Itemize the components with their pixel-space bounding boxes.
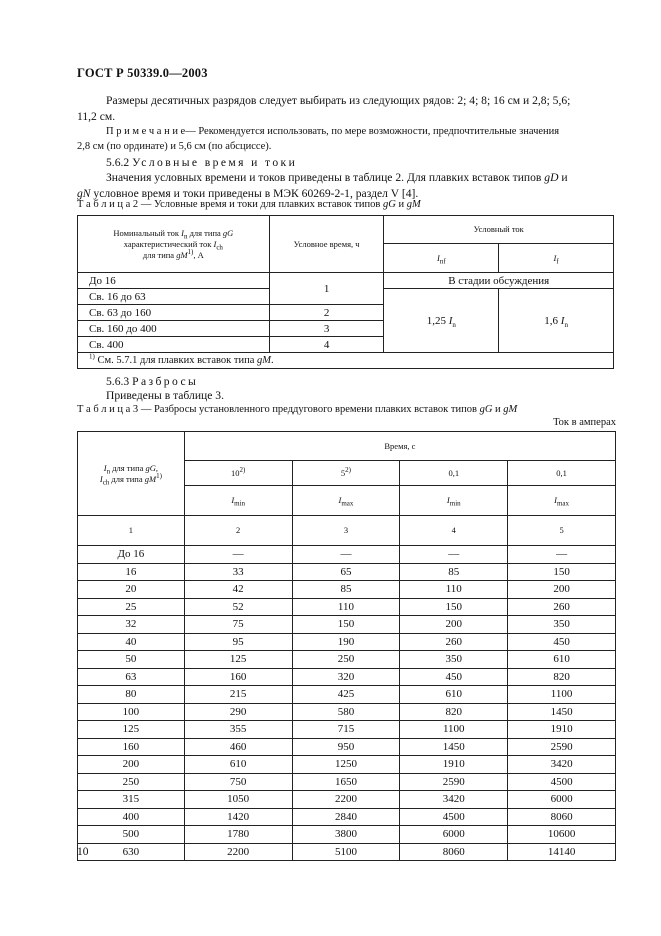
note-line-1 — [106, 124, 559, 139]
t3-row-current: 500 — [78, 826, 185, 844]
t2-value-symbol: I — [448, 314, 453, 327]
caption-type: gM — [406, 199, 421, 210]
section-number: 5.6.3 — [106, 375, 130, 388]
t3-row-value: 14140 — [508, 843, 616, 861]
t3-row-value: 150 — [292, 616, 400, 634]
t3-h-text: , — [155, 462, 159, 473]
t3-limit-cell — [292, 486, 400, 516]
document-header: ГОСТ Р 50339.0—2003 — [77, 66, 208, 80]
t3-row — [78, 686, 616, 704]
t3-row-value: 1250 — [292, 756, 400, 774]
t2-discussion: В стадии обсуждения — [384, 273, 614, 289]
caption-text: — Разбросы установленного преддугового времени плавких вставок типов — [138, 404, 480, 415]
t3-row-value: 2200 — [184, 843, 292, 861]
t3-row — [78, 668, 616, 686]
t3-row — [78, 563, 616, 581]
t3-row-current: 250 — [78, 773, 185, 791]
t2-header-if — [499, 244, 614, 273]
table-2 — [77, 215, 614, 369]
t3-h-text: для типа — [109, 473, 145, 484]
t3-row-value: 1450 — [400, 738, 508, 756]
t3-h-symbol: I — [99, 473, 103, 484]
t3-h-type: gG — [145, 462, 156, 473]
t3-row-value: 65 — [292, 563, 400, 581]
t3-row-value: 260 — [400, 633, 508, 651]
t3-column-number: 3 — [292, 516, 400, 546]
t3-row-value: 450 — [508, 633, 616, 651]
page-number: 10 — [77, 846, 89, 858]
t2-value-sub: n — [564, 320, 568, 329]
t3-limit-sub: min — [234, 499, 246, 508]
t3-row — [78, 616, 616, 634]
t3-limit-cell — [508, 486, 616, 516]
t3-row-value: 290 — [184, 703, 292, 721]
t3-time-footnote-ref: 2) — [239, 465, 246, 474]
table-2-caption — [77, 199, 421, 210]
t3-row-value: 715 — [292, 721, 400, 739]
t3-row-value: 580 — [292, 703, 400, 721]
t2-footnote-mark: 1) — [89, 352, 95, 361]
t3-row-current: 200 — [78, 756, 185, 774]
t3-column-number: 4 — [400, 516, 508, 546]
t3-h-type: gM — [144, 473, 157, 484]
t3-row-value: 4500 — [508, 773, 616, 791]
type-gd: gD — [544, 171, 559, 184]
t3-row-value: 460 — [184, 738, 292, 756]
t3-time-cell — [400, 461, 508, 486]
t2-inf-value — [384, 289, 499, 353]
table-3 — [77, 431, 616, 861]
t3-row-value: 425 — [292, 686, 400, 704]
t2-row-label: Св. 63 до 160 — [78, 305, 270, 321]
t3-limit-sub: min — [449, 499, 461, 508]
t2-value-symbol: I — [560, 314, 565, 327]
t3-time-value: 0,1 — [448, 467, 460, 478]
t3-row-current: До 16 — [78, 546, 185, 564]
t3-header-time: Время, с — [184, 432, 615, 461]
t3-row-value: 95 — [184, 633, 292, 651]
caption-text: и — [492, 404, 504, 415]
t3-row-value: — — [508, 546, 616, 564]
t3-row-value: 3420 — [400, 791, 508, 809]
t3-row-value: 2590 — [508, 738, 616, 756]
t3-row-value: 3800 — [292, 826, 400, 844]
t3-row-current: 40 — [78, 633, 185, 651]
t3-row-value: 820 — [508, 668, 616, 686]
t3-row-value: 2590 — [400, 773, 508, 791]
t3-row-value: — — [292, 546, 400, 564]
t3-limit-cell — [184, 486, 292, 516]
t3-row-value: 3420 — [508, 756, 616, 774]
t2-footnote — [78, 353, 614, 369]
t3-row — [78, 598, 616, 616]
t2-h-symbol: I — [213, 238, 217, 249]
t2-h-type: gG — [222, 227, 234, 238]
t2-symbol: I — [553, 252, 557, 263]
t2-header-conditional-current: Условный ток — [384, 216, 614, 244]
t3-row-value: 1450 — [508, 703, 616, 721]
t3-row-value: 1420 — [184, 808, 292, 826]
t3-row — [78, 791, 616, 809]
t3-row-current: 25 — [78, 598, 185, 616]
t3-limit-sub: max — [341, 499, 354, 508]
t3-row-value: 8060 — [400, 843, 508, 861]
t2-h-text: , А — [193, 249, 204, 260]
t3-row-current: 80 — [78, 686, 185, 704]
t3-row-value: 355 — [184, 721, 292, 739]
t3-row-current: 50 — [78, 651, 185, 669]
t3-row-value: 200 — [508, 581, 616, 599]
t3-time-value: 0,1 — [556, 467, 567, 478]
t3-row-value: 610 — [400, 686, 508, 704]
t3-row-value: 6000 — [508, 791, 616, 809]
t3-row-value: 160 — [184, 668, 292, 686]
t3-row-value: 1780 — [184, 826, 292, 844]
t3-limit-symbol: I — [231, 495, 235, 505]
t2-row-label: До 16 — [78, 273, 270, 289]
t2-time: 3 — [269, 321, 384, 337]
t2-time: 4 — [269, 337, 384, 353]
t3-column-number: 5 — [508, 516, 616, 546]
t3-row — [78, 756, 616, 774]
t3-row-value: 33 — [184, 563, 292, 581]
t3-row-value: 320 — [292, 668, 400, 686]
t3-row-value: 820 — [400, 703, 508, 721]
section-562-heading — [106, 155, 297, 171]
caption-type: gG — [383, 199, 396, 210]
t3-h-footnote-ref: 1) — [156, 471, 162, 480]
t3-row-value: 250 — [292, 651, 400, 669]
t3-row — [78, 581, 616, 599]
t3-row-value: 6000 — [400, 826, 508, 844]
t3-row-value: 950 — [292, 738, 400, 756]
t3-row-value: — — [184, 546, 292, 564]
t2-h-symbol: I — [181, 227, 184, 238]
t3-column-numbers-row — [78, 516, 616, 546]
t3-row — [78, 721, 616, 739]
t2-header-current — [78, 216, 270, 273]
t3-limit-cell — [400, 486, 508, 516]
caption-type: gG — [479, 404, 493, 415]
t3-row-value: 750 — [184, 773, 292, 791]
t3-row — [78, 808, 616, 826]
t3-h-sub: n — [106, 467, 111, 476]
t3-row-value: 1100 — [400, 721, 508, 739]
t3-row-value: 215 — [184, 686, 292, 704]
t3-row-value: 2840 — [292, 808, 400, 826]
para-text: условное время и токи приведены в МЭК 60269-2-1, раздел V [4]. — [90, 187, 419, 200]
t2-h-text: для типа — [187, 227, 223, 238]
t3-row-value: 4500 — [400, 808, 508, 826]
t2-footnote-type: gM — [257, 355, 272, 366]
t2-time: 1 — [269, 273, 384, 305]
t3-row-value: 1050 — [184, 791, 292, 809]
t2-symbol: I — [436, 252, 440, 263]
t3-row-current: 630 — [78, 843, 185, 861]
note-line-2: 2,8 см (по ординате) и 5,6 см (по абсциссе). — [77, 141, 272, 152]
t3-row — [78, 843, 616, 861]
type-gn: gN — [77, 187, 91, 200]
t3-time-footnote-ref: 2) — [345, 465, 352, 474]
para-text: Значения условных времени и токов приведены в таблице 2. Для плавких вставок типов — [106, 171, 545, 184]
note-text-1: — Рекомендуется использовать, по мере возможности, предпочтительные значения — [185, 126, 560, 137]
intro-line-2: 11,2 см. — [77, 110, 116, 123]
t3-row-value: 610 — [508, 651, 616, 669]
t2-value-sub: n — [452, 320, 456, 329]
t2-h-text: Номинальный ток — [113, 227, 182, 238]
t3-row-value: 10600 — [508, 826, 616, 844]
t2-row-label: Св. 400 — [78, 337, 270, 353]
t3-time-cell — [292, 461, 400, 486]
t3-limit-symbol: I — [338, 495, 342, 505]
t2-footnote-text: См. 5.7.1 для плавких вставок типа — [94, 355, 258, 366]
t3-time-cell — [508, 461, 616, 486]
t3-h-sub: ch — [102, 478, 110, 487]
t3-body — [78, 546, 616, 861]
t3-row-current: 100 — [78, 703, 185, 721]
t3-column-number: 1 — [78, 516, 185, 546]
t3-row-current: 32 — [78, 616, 185, 634]
t3-header-current — [78, 432, 185, 516]
t2-h-footnote-ref: 1) — [187, 247, 194, 256]
t3-h-symbol: I — [103, 462, 107, 473]
t3-row — [78, 826, 616, 844]
t3-column-number: 2 — [184, 516, 292, 546]
t3-row — [78, 546, 616, 564]
caption-type: gM — [503, 404, 518, 415]
t3-row-value: 350 — [508, 616, 616, 634]
t3-row-value: 1650 — [292, 773, 400, 791]
t2-if-value — [499, 289, 614, 353]
t3-limit-sub: max — [556, 499, 570, 508]
t3-row-value: — — [400, 546, 508, 564]
section-number: 5.6.2 — [106, 156, 130, 169]
t2-sub: nf — [439, 257, 446, 266]
t3-row-value: 150 — [400, 598, 508, 616]
t3-row-value: 8060 — [508, 808, 616, 826]
t3-row — [78, 738, 616, 756]
section-562-para-1 — [106, 170, 568, 186]
t3-row-current: 125 — [78, 721, 185, 739]
t2-h-text: характеристический ток — [123, 238, 214, 249]
section-title: Условные время и токи — [132, 156, 298, 169]
t2-h-text: для типа — [142, 249, 177, 260]
t3-row-value: 350 — [400, 651, 508, 669]
t3-row-current: 63 — [78, 668, 185, 686]
t3-row — [78, 773, 616, 791]
t3-row-current: 20 — [78, 581, 185, 599]
section-563-para: Приведены в таблице 3. — [106, 389, 224, 402]
para-text: и — [558, 171, 568, 184]
t3-row-value: 125 — [184, 651, 292, 669]
t2-sub: f — [556, 257, 559, 266]
t3-row-value: 2200 — [292, 791, 400, 809]
t3-row-value: 85 — [292, 581, 400, 599]
t3-h-text: для типа — [110, 462, 146, 473]
t3-row — [78, 633, 616, 651]
t3-row-current: 315 — [78, 791, 185, 809]
section-title: Разбросы — [132, 375, 199, 388]
t3-row-value: 5100 — [292, 843, 400, 861]
caption-text: — Условные время и токи для плавких вставок типов — [138, 199, 383, 210]
t3-row-value: 200 — [400, 616, 508, 634]
t3-row — [78, 703, 616, 721]
t3-time-value: 5 — [340, 467, 346, 478]
t3-row-value: 42 — [184, 581, 292, 599]
t2-time: 2 — [269, 305, 384, 321]
t3-row-value: 52 — [184, 598, 292, 616]
t3-limit-symbol: I — [446, 495, 450, 505]
t2-header-inf — [384, 244, 499, 273]
caption-label: Т а б л и ц а 3 — [77, 404, 139, 415]
t2-row-label: Св. 16 до 63 — [78, 289, 270, 305]
t2-h-sub: ch — [216, 243, 223, 252]
table-3-caption — [77, 404, 517, 415]
intro-line-1: Размеры десятичных разрядов следует выбирать из следующих рядов: 2; 4; 8; 16 см и 2,8; 5,6; — [106, 94, 571, 107]
caption-text: и — [395, 199, 407, 210]
t3-row — [78, 651, 616, 669]
t2-row-label: Св. 160 до 400 — [78, 321, 270, 337]
t3-row-current: 400 — [78, 808, 185, 826]
t3-row-value: 260 — [508, 598, 616, 616]
t3-row-value: 1910 — [508, 721, 616, 739]
caption-label: Т а б л и ц а 2 — [77, 199, 139, 210]
t3-row-current: 160 — [78, 738, 185, 756]
t3-row-value: 450 — [400, 668, 508, 686]
t3-row-value: 1100 — [508, 686, 616, 704]
t2-value-num: 1,25 — [426, 314, 449, 327]
t3-row-value: 75 — [184, 616, 292, 634]
table-3-unit: Ток в амперах — [553, 417, 616, 428]
t2-header-time: Условное время, ч — [269, 216, 384, 273]
t3-row-current: 16 — [78, 563, 185, 581]
t3-row-value: 190 — [292, 633, 400, 651]
t3-row-value: 610 — [184, 756, 292, 774]
t3-row-value: 1910 — [400, 756, 508, 774]
t3-row-value: 110 — [400, 581, 508, 599]
t2-footnote-text: . — [271, 355, 274, 366]
t2-value-num: 1,6 — [544, 314, 561, 327]
t2-h-type: gM — [176, 249, 188, 260]
t3-row-value: 85 — [400, 563, 508, 581]
note-label: П р и м е ч а н и е — [106, 126, 186, 137]
t3-row-value: 110 — [292, 598, 400, 616]
t3-time-cell — [184, 461, 292, 486]
t3-limit-symbol: I — [554, 495, 557, 505]
t3-time-value: 10 — [231, 467, 240, 478]
t2-h-sub: n — [183, 232, 188, 241]
t3-row-value: 150 — [508, 563, 616, 581]
